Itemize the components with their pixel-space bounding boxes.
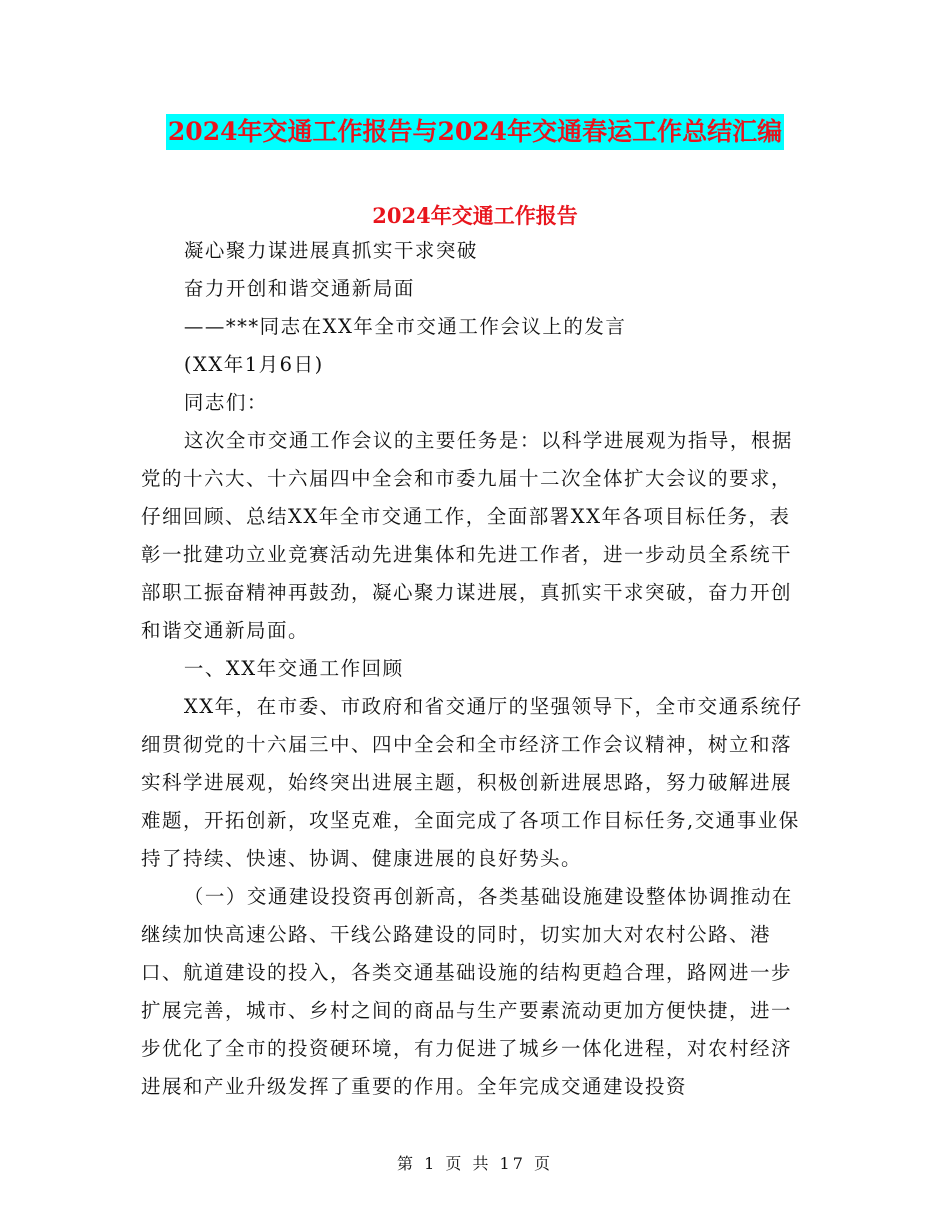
paragraph: （一）交通建设投资再创新高，各类基础设施建设整体协调推动在继续加快高速公路、干线公路建设的同时，切实加大对农村公路、港口、航道建设的投入，各类交通基础设施的结构更趋合理，路网进一步扩展完善，城市、乡村之间的商品与生产要素流动更加方便快捷，进一步优化了全市的投资硬环境，有力促进了城乡一体化进程，对农村经济进展和产业升级发挥了重要的作用。全年完成交通建设投资	[141, 885, 793, 1098]
paragraph: 同志们：	[183, 391, 268, 414]
page-footer: 第 1 页 共 17 页	[397, 1154, 553, 1173]
document-title-text: 2024年交通工作报告与2024年交通春运工作总结汇编	[166, 114, 784, 150]
paragraph: 奋力开创和谐交通新局面	[183, 277, 415, 300]
paragraph: (XX年1月6日)	[183, 353, 324, 376]
section-title: 2024年交通工作报告	[372, 203, 578, 228]
document-body	[141, 218, 806, 1106]
paragraph: ——***同志在XX年全市交通工作会议上的发言	[183, 315, 627, 338]
paragraph: 一、XX年交通工作回顾	[183, 657, 404, 680]
document-title	[0, 110, 950, 150]
paragraph: 凝心聚力谋进展真抓实干求突破	[183, 239, 478, 262]
paragraph: XX年，在市委、市政府和省交通厅的坚强领导下，全市交通系统仔细贯彻党的十六届三中、四中全会和全市经济工作会议精神，树立和落实科学进展观，始终突出进展主题，积极创新进展思路，努力破解进展难题，开拓创新，攻坚克难，全面完成了各项工作目标任务,交通事业保持了持续、快速、协调、健康进展的良好势头。	[141, 695, 803, 870]
paragraph: 这次全市交通工作会议的主要任务是：以科学进展观为指导，根据党的十六大、十六届四中全会和市委九届十二次全体扩大会议的要求，仔细回顾、总结XX年全市交通工作，全面部署XX年各项目标任务，表彰一批建功立业竞赛活动先进集体和先进工作者，进一步动员全系统干部职工振奋精神再鼓劲，凝心聚力谋进展，真抓实干求突破，奋力开创和谐交通新局面。	[141, 429, 793, 642]
